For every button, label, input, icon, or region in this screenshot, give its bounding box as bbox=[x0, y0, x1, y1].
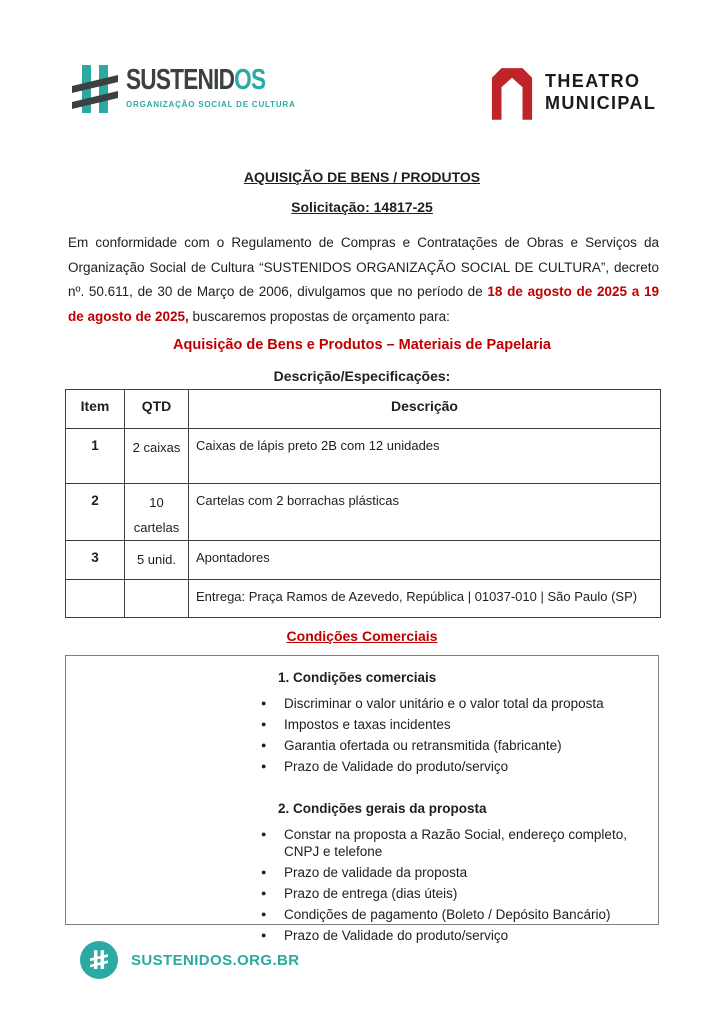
cell-item: 3 bbox=[66, 541, 125, 580]
intro-date-range: 18 de agosto de 2025 a 19 de agosto de 2025, bbox=[68, 284, 659, 324]
conditions-heading-text: Condições Comerciais bbox=[286, 628, 438, 644]
sustenidos-subtitle: ORGANIZAÇÃO SOCIAL DE CULTURA bbox=[126, 100, 296, 109]
cell-desc: Apontadores bbox=[189, 541, 661, 580]
cell-desc: Entrega: Praça Ramos de Azevedo, República | 01037-010 | São Paulo (SP) bbox=[189, 580, 661, 618]
bullet-item bbox=[259, 826, 659, 860]
bullet-text: Garantia ofertada ou retransmitida (fabricante) bbox=[284, 738, 562, 753]
section-title: Aquisição de Bens e Produtos – Materiais de Papelaria bbox=[173, 337, 551, 353]
bullet-item bbox=[259, 695, 659, 712]
theatro-wordmark bbox=[545, 71, 656, 115]
items-table-header-row bbox=[66, 390, 661, 429]
sustenidos-wordmark-dark: SUSTENID bbox=[126, 64, 235, 96]
conditions-section-title: 2. Condições gerais da proposta bbox=[278, 801, 487, 816]
bullet-text: Discriminar o valor unitário e o valor total da proposta bbox=[284, 696, 604, 711]
items-table-head bbox=[66, 390, 661, 429]
cell-qtd bbox=[125, 580, 189, 618]
sustenidos-wordmark bbox=[126, 66, 265, 95]
sustenidos-logo bbox=[72, 60, 305, 120]
bullet-item bbox=[259, 737, 659, 754]
cell-qtd: 5 unid. bbox=[125, 541, 189, 580]
theatro-municipal-logo bbox=[490, 66, 656, 120]
sustenidos-wordmark-accent: OS bbox=[234, 64, 266, 96]
bullet-item bbox=[259, 885, 659, 902]
bullet-icon: ● bbox=[261, 909, 267, 919]
conditions-section-title: 1. Condições comerciais bbox=[278, 670, 437, 685]
conditions-section bbox=[259, 801, 659, 944]
cell-item bbox=[66, 580, 125, 618]
request-number bbox=[0, 199, 724, 215]
items-table-body bbox=[66, 429, 661, 618]
table-row bbox=[66, 580, 661, 618]
bullet-icon: ● bbox=[261, 829, 267, 839]
bullet-text: Condições de pagamento (Boleto / Depósito Bancário) bbox=[284, 907, 611, 922]
bullet-icon: ● bbox=[261, 761, 267, 771]
table-row bbox=[66, 484, 661, 541]
cell-qtd: 2 caixas bbox=[125, 429, 189, 484]
conditions-content bbox=[259, 670, 659, 944]
document-title bbox=[0, 169, 724, 185]
conditions-heading bbox=[0, 628, 724, 644]
items-table bbox=[65, 389, 661, 618]
hash-circle-icon bbox=[80, 941, 118, 979]
cell-desc: Caixas de lápis preto 2B com 12 unidades bbox=[189, 429, 661, 484]
bullet-text: Prazo de Validade do produto/serviço bbox=[284, 928, 509, 943]
bullet-icon: ● bbox=[261, 867, 267, 877]
bullet-item bbox=[259, 758, 659, 775]
cell-item: 2 bbox=[66, 484, 125, 541]
hash-icon bbox=[72, 60, 118, 120]
cell-desc: Cartelas com 2 borrachas plásticas bbox=[189, 484, 661, 541]
cell-qtd: 10 cartelas bbox=[125, 484, 189, 541]
document-title-text: AQUISIÇÃO DE BENS / PRODUTOS bbox=[243, 169, 481, 185]
bullet-text: Prazo de validade da proposta bbox=[284, 865, 468, 880]
table-row bbox=[66, 429, 661, 484]
bullet-icon: ● bbox=[261, 888, 267, 898]
header-descricao: Descrição bbox=[189, 390, 661, 429]
bullet-icon: ● bbox=[261, 698, 267, 708]
bullet-text: Constar na proposta a Razão Social, endereço completo, CNPJ e telefone bbox=[284, 827, 627, 859]
theatro-wordmark-line1: THEATRO bbox=[545, 71, 641, 92]
intro-part1: Em conformidade com o Regulamento de Compras e Contratações de Obras e Serviços da Organização Social de Cultura “SUSTENIDOS ORGANIZAÇÃO SOCIAL DE CULTURA”, decreto nº. 50.611, de 30 de Março de 2006, divulgamos que no período de bbox=[68, 235, 659, 299]
conditions-box bbox=[65, 655, 659, 943]
request-number-text: Solicitação: 14817-25 bbox=[291, 199, 433, 215]
conditions-section bbox=[259, 670, 659, 775]
cell-item: 1 bbox=[66, 429, 125, 484]
footer-site-url: SUSTENIDOS.ORG.BR bbox=[131, 951, 300, 969]
bullet-item bbox=[259, 716, 659, 733]
table-row bbox=[66, 541, 661, 580]
theatro-wordmark-line2: MUNICIPAL bbox=[545, 93, 657, 113]
spec-label: Descrição/Especificações: bbox=[273, 368, 451, 384]
footer bbox=[80, 941, 299, 979]
bullet-text: Prazo de Validade do produto/serviço bbox=[284, 759, 509, 774]
hash-icon-white bbox=[90, 948, 108, 972]
intro-part2: buscaremos propostas de orçamento para: bbox=[188, 308, 450, 324]
bullet-text: Prazo de entrega (dias úteis) bbox=[284, 886, 458, 901]
bullet-text: Impostos e taxas incidentes bbox=[284, 717, 451, 732]
bullet-icon: ● bbox=[261, 930, 267, 940]
header-qtd: QTD bbox=[125, 390, 189, 429]
bullet-item bbox=[259, 906, 659, 923]
bullet-item bbox=[259, 927, 659, 944]
arch-icon bbox=[490, 66, 534, 120]
bullet-item bbox=[259, 864, 659, 881]
bullet-icon: ● bbox=[261, 719, 267, 729]
bullet-icon: ● bbox=[261, 740, 267, 750]
header-item: Item bbox=[66, 390, 125, 429]
sustenidos-logo-text bbox=[126, 66, 305, 109]
intro-paragraph bbox=[68, 231, 659, 329]
